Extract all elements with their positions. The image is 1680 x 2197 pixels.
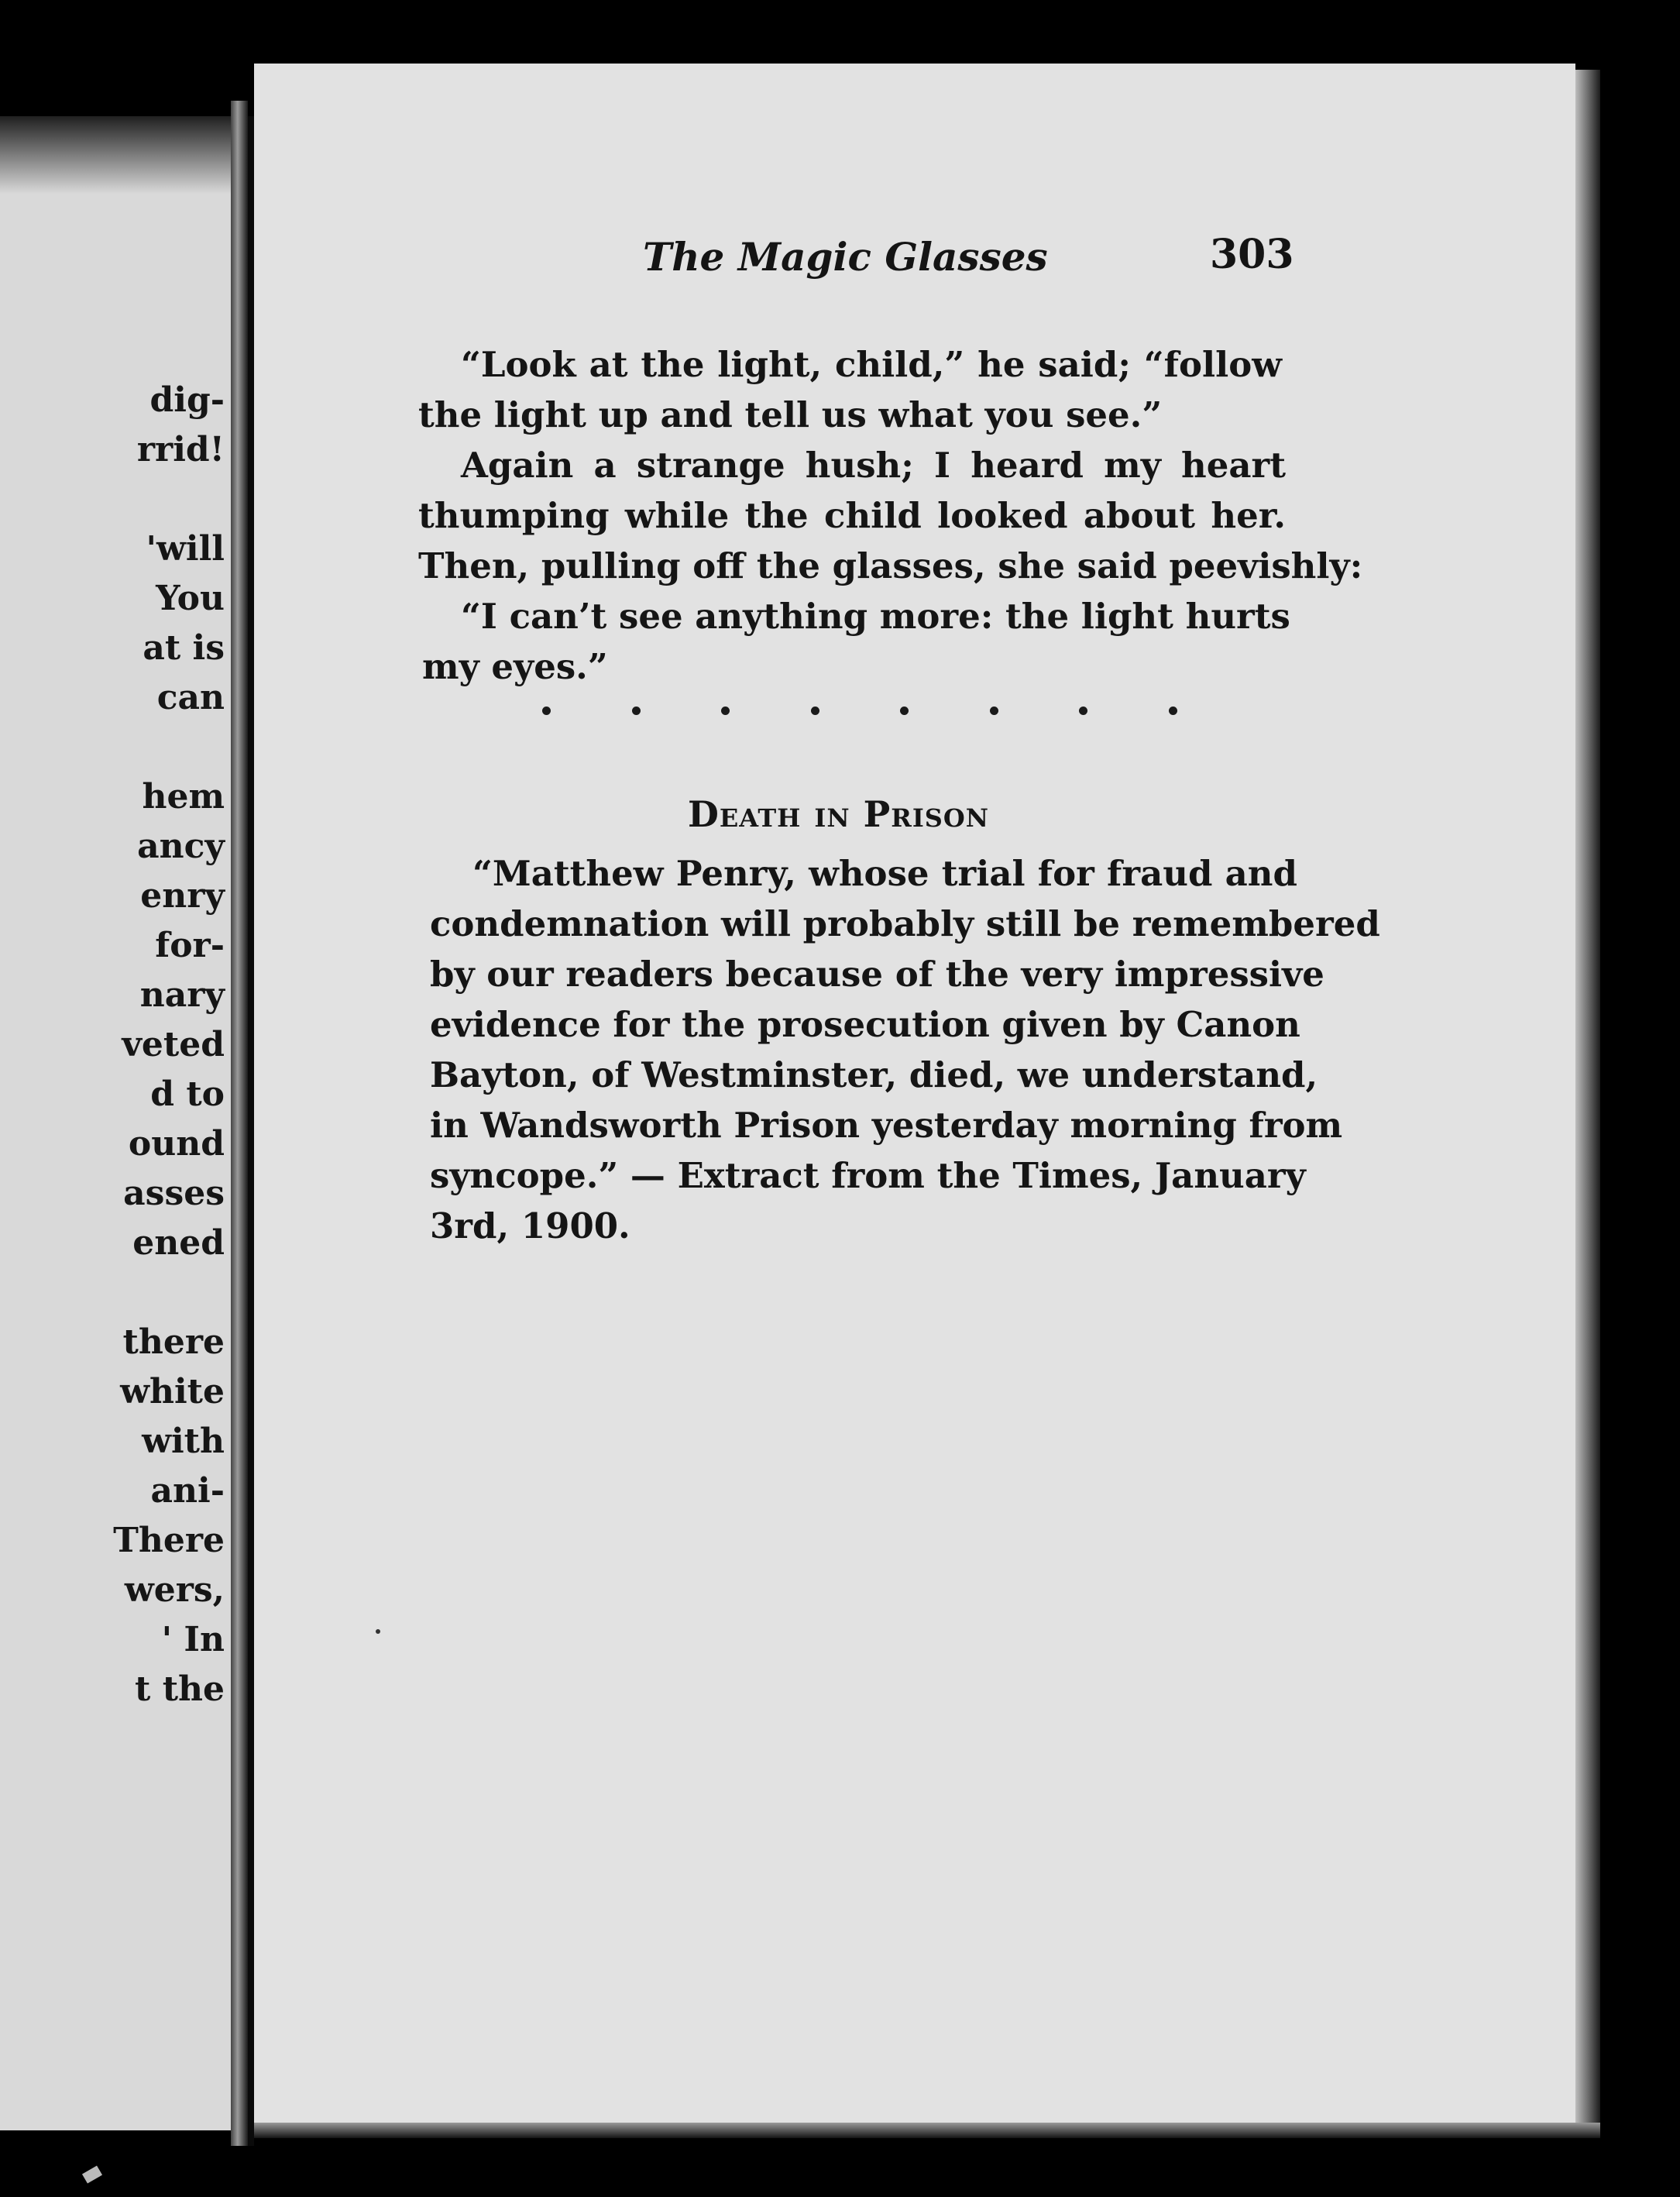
running-title: The Magic Glasses [643,234,1048,280]
previous-page-line: can [156,678,225,717]
body-line: my eyes.” [422,646,608,687]
page-edge-right [1575,70,1600,2130]
previous-page-line: asses [123,1174,225,1213]
separator-dot [1169,707,1177,715]
previous-page-line: rrid! [136,430,225,469]
previous-page-line: white [120,1372,225,1411]
body-line: “Look at the light, child,” he said; “follow [461,344,1282,385]
previous-page-line: ani- [150,1471,225,1511]
scan-corner-mark [82,2165,102,2183]
body-line: the light up and tell us what you see.” [418,394,1163,435]
previous-page-line: there [122,1322,225,1362]
previous-page-line: t the [135,1669,225,1709]
body-line: Again a strange hush; I heard my heart [461,445,1286,486]
previous-page-fragment [0,116,231,2130]
page-number: 303 [1210,231,1294,278]
section-line: condemnation will probably still be remembered [430,903,1380,944]
book-gutter [231,101,248,2146]
separator-dot [900,707,909,715]
separator-dot [632,707,641,715]
section-line: syncope.” — Extract from the Times, January [430,1155,1306,1196]
previous-page-line: ound [128,1124,225,1164]
previous-page-line: You [156,579,225,618]
separator-dot [990,707,998,715]
page-shadow [0,116,231,194]
separator-dot [721,707,730,715]
section-line: “Matthew Penry, whose trial for fraud and [472,853,1297,894]
previous-page-line: ened [132,1223,225,1263]
section-line: 3rd, 1900. [430,1205,630,1246]
previous-page-line: dig- [149,380,225,420]
previous-page-line: ancy [137,827,225,866]
body-line: “I can’t see anything more: the light hurts [461,596,1290,637]
section-line: evidence for the prosecution given by Canon [430,1004,1300,1045]
section-heading: Death in Prison [688,793,990,835]
body-line: thumping while the child looked about her. [418,495,1286,536]
previous-page-line: at is [143,628,225,668]
page-edge-bottom [254,2123,1600,2138]
previous-page-line: d to [150,1074,225,1114]
section-line: by our readers because of the very impressive [430,954,1324,995]
previous-page-line: There [113,1521,225,1560]
section-line: in Wandsworth Prison yesterday morning from [430,1105,1343,1146]
previous-page-line: hem [142,777,225,817]
stray-ink-mark [376,1629,380,1634]
separator-dot [1079,707,1087,715]
previous-page-line: enry [140,876,225,916]
body-line: Then, pulling off the glasses, she said peevishly: [418,545,1363,586]
section-separator [542,707,1177,715]
previous-page-line: with [142,1422,225,1461]
previous-page-line: nary [139,975,225,1015]
previous-page-line: wers, [124,1570,225,1610]
gutter-shadow-line [248,116,254,2146]
previous-page-line: ' In [161,1620,225,1659]
section-line: Bayton, of Westminster, died, we understand, [430,1054,1318,1095]
separator-dot [811,707,819,715]
previous-page-line: 'will [146,529,225,569]
previous-page-line: for- [155,926,225,965]
separator-dot [542,707,551,715]
previous-page-line: veted [122,1025,225,1064]
